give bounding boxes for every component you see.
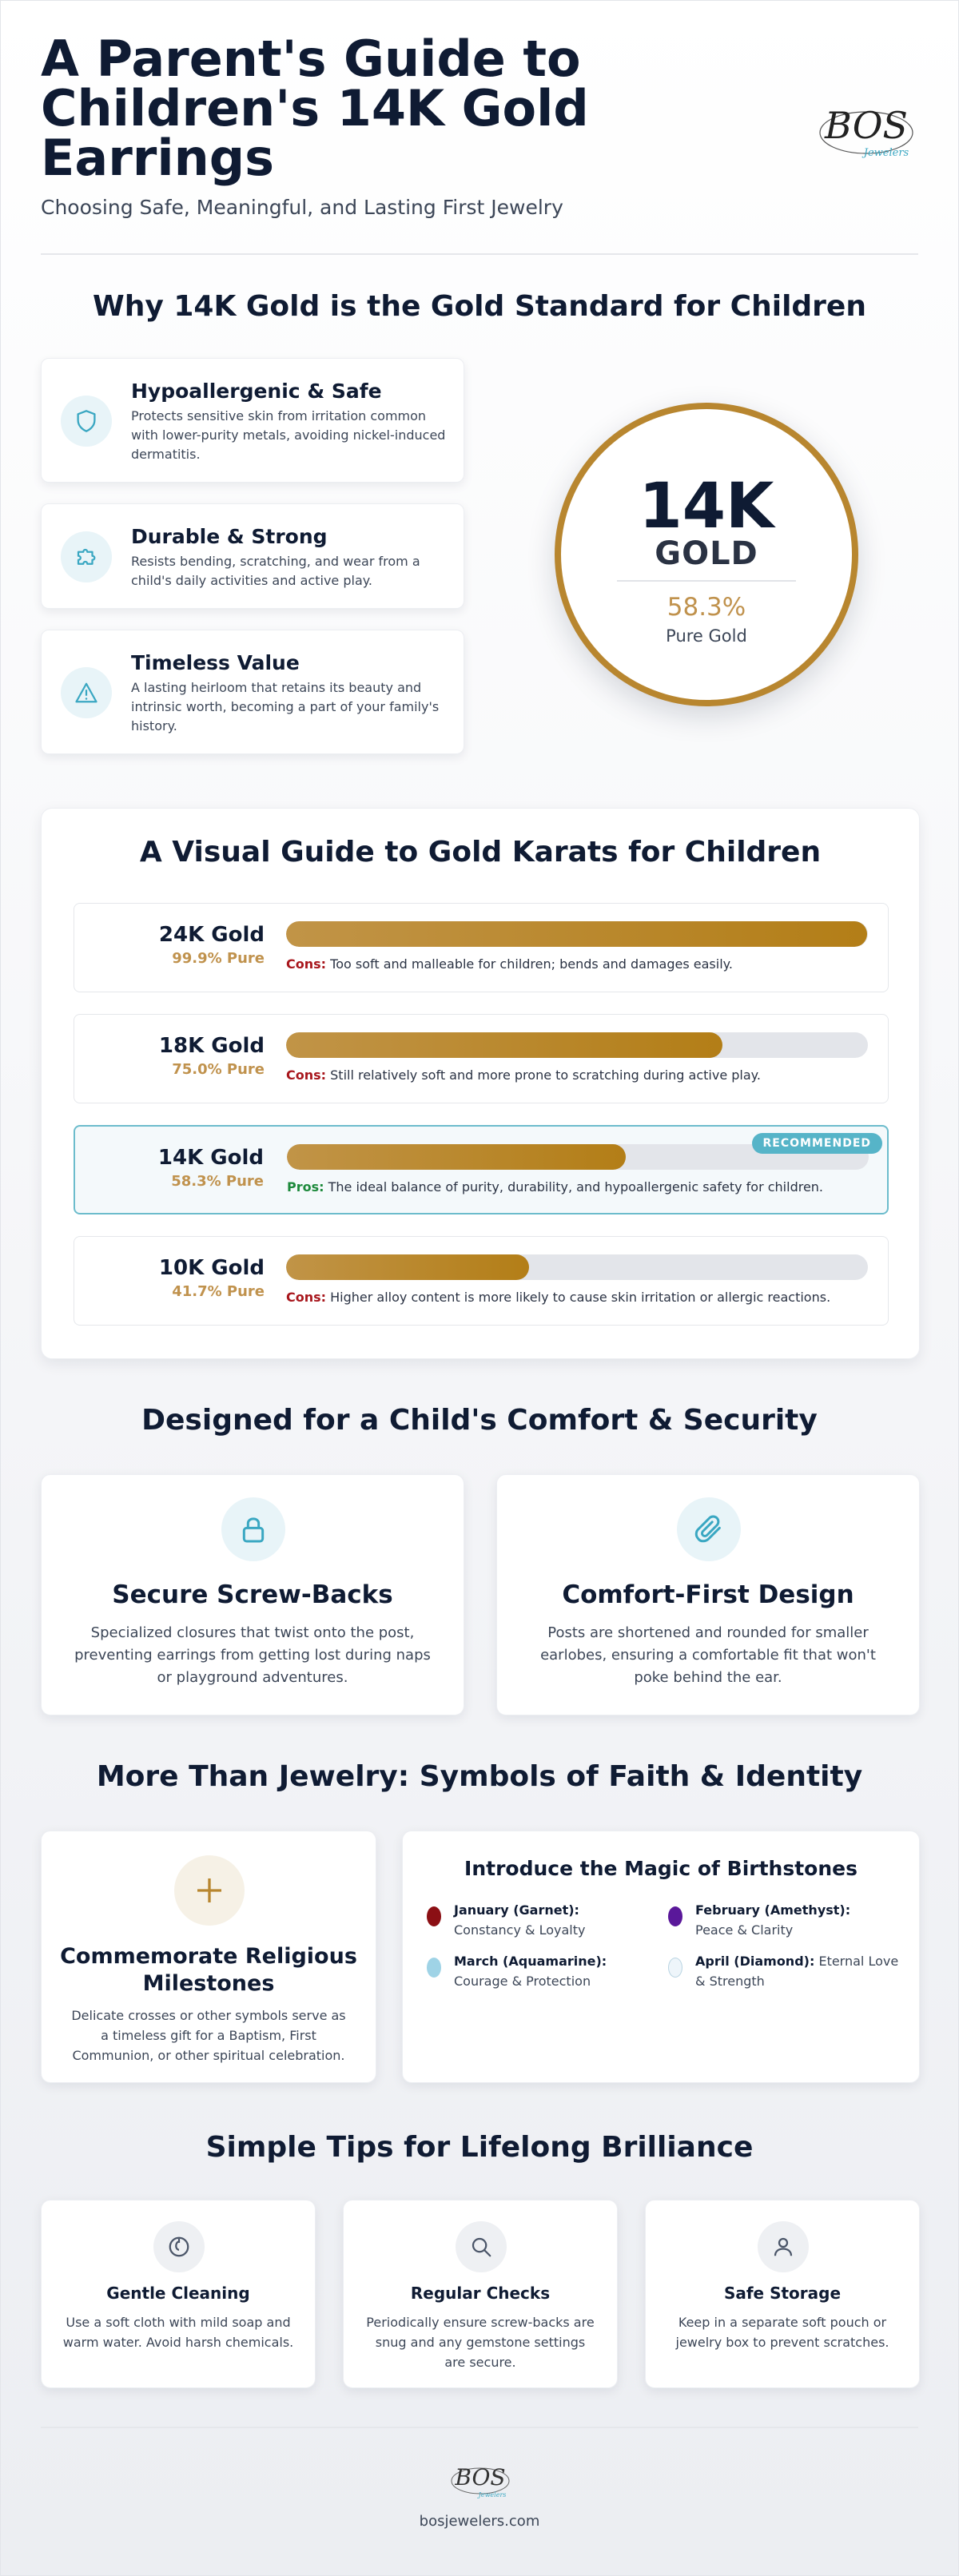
comfort-card-text: Posts are shortened and rounded for smaller earlobes, ensuring a comfortable fit that won't poke behind the ear. bbox=[540, 1624, 876, 1686]
feature-text: A lasting heirloom that retains its beauty and intrinsic worth, becoming a part of your family's history. bbox=[131, 680, 440, 733]
comfort-card-design bbox=[496, 1474, 920, 1715]
feature-title: Durable & Strong bbox=[131, 525, 328, 548]
footer-logo[interactable] bbox=[448, 2457, 513, 2502]
birthstone-meaning: Constancy & Loyalty bbox=[454, 1922, 586, 1938]
lock-icon bbox=[221, 1497, 285, 1561]
garnet-gem-icon bbox=[427, 1906, 441, 1926]
karat-guide-card bbox=[41, 808, 920, 1359]
why-section-title: Why 14K Gold is the Gold Standard for Children bbox=[93, 290, 866, 323]
footer-divider bbox=[41, 2427, 918, 2428]
header bbox=[41, 1, 918, 255]
tip-card-cleaning bbox=[41, 2200, 316, 2388]
aquamarine-gem-icon bbox=[427, 1958, 441, 1978]
birthstone-month: February (Amethyst): bbox=[695, 1902, 851, 1918]
birthstone-month: January (Garnet): bbox=[454, 1902, 579, 1918]
comfort-card-title: Secure Screw-Backs bbox=[112, 1580, 393, 1609]
note-text: Still relatively soft and more prone to scratching during active play. bbox=[330, 1067, 761, 1083]
feature-title: Timeless Value bbox=[131, 651, 300, 674]
religious-card-title: Commemorate Religious Milestones bbox=[60, 1944, 357, 1996]
bos-jewelers-logo[interactable] bbox=[814, 89, 918, 169]
badge-karat: 14K bbox=[639, 471, 774, 543]
page-subtitle: Choosing Safe, Meaningful, and Lasting First Jewelry bbox=[41, 196, 563, 219]
note-text: Higher alloy content is more likely to cause skin irritation or allergic reactions. bbox=[330, 1290, 831, 1305]
karat-guide-title: A Visual Guide to Gold Karats for Children bbox=[139, 836, 822, 869]
footer-website-link[interactable]: bosjewelers.com bbox=[419, 2513, 540, 2530]
birthstone-month: March (Aquamarine): bbox=[454, 1954, 607, 1969]
feature-card-timeless bbox=[41, 630, 464, 754]
comfort-card-screw-backs bbox=[41, 1474, 464, 1715]
religious-milestones-card bbox=[41, 1831, 376, 2083]
svg-text:Jewelers: Jewelers bbox=[478, 2491, 507, 2498]
feature-card-hypoallergenic bbox=[41, 358, 464, 483]
karat-row-24k bbox=[74, 903, 889, 992]
feature-text: Protects sensitive skin from irritation common with lower-purity metals, avoiding nickel-induced dermatitis. bbox=[131, 408, 446, 462]
feature-text: Resists bending, scratching, and wear from a child's daily activities and active play. bbox=[131, 554, 420, 588]
karat-name: 14K Gold bbox=[157, 1146, 264, 1170]
karat-name: 10K Gold bbox=[158, 1256, 265, 1280]
feature-title: Hypoallergenic & Safe bbox=[131, 380, 382, 403]
diamond-gem-icon bbox=[668, 1958, 682, 1978]
badge-percent: 58.3% bbox=[667, 593, 746, 622]
karat-name: 24K Gold bbox=[158, 923, 265, 947]
paperclip-icon bbox=[677, 1497, 741, 1561]
tip-title: Gentle Cleaning bbox=[106, 2284, 250, 2303]
tip-card-checks bbox=[343, 2200, 618, 2388]
karat-row-10k bbox=[74, 1236, 889, 1326]
karat-purity: 75.0% Pure bbox=[172, 1061, 265, 1078]
karat-note bbox=[287, 1179, 823, 1195]
comfort-section-title: Designed for a Child's Comfort & Security bbox=[141, 1404, 818, 1437]
karat-purity: 99.9% Pure bbox=[172, 950, 265, 967]
comfort-card-title: Comfort-First Design bbox=[562, 1580, 854, 1609]
karat-row-14k bbox=[74, 1125, 889, 1214]
karat-note bbox=[286, 956, 733, 972]
puzzle-icon bbox=[61, 531, 112, 582]
svg-text:BOS: BOS bbox=[825, 104, 908, 147]
birthstone-month: April (Diamond): bbox=[695, 1954, 815, 1969]
cloth-icon bbox=[153, 2221, 205, 2272]
14k-gold-badge bbox=[555, 403, 858, 706]
religious-card-text: Delicate crosses or other symbols serve as a timeless gift for a Baptism, First Communion, or other spiritual celebration. bbox=[71, 2008, 346, 2063]
purity-bar-track bbox=[286, 1254, 868, 1280]
karat-purity: 41.7% Pure bbox=[172, 1283, 265, 1300]
badge-divider bbox=[617, 580, 796, 582]
purity-bar-fill bbox=[287, 1144, 626, 1170]
tip-text: Use a soft cloth with mild soap and warm water. Avoid harsh chemicals. bbox=[62, 2315, 294, 2350]
warning-triangle-icon bbox=[61, 667, 112, 718]
birthstones-title: Introduce the Magic of Birthstones bbox=[464, 1857, 858, 1880]
comfort-card-text: Specialized closures that twist onto the post, preventing earrings from getting lost during naps or playground adventures. bbox=[74, 1624, 431, 1686]
badge-gold-label: GOLD bbox=[655, 535, 758, 572]
karat-purity: 58.3% Pure bbox=[171, 1173, 264, 1190]
purity-bar-track bbox=[286, 1032, 868, 1058]
birthstone-meaning: Eternal Love & Strength bbox=[695, 1954, 899, 1989]
note-tag: Pros: bbox=[287, 1179, 324, 1195]
feature-card-durable bbox=[41, 503, 464, 609]
purity-bar-fill bbox=[286, 1032, 722, 1058]
cross-icon bbox=[174, 1855, 245, 1926]
karat-row-18k bbox=[74, 1014, 889, 1103]
karat-note bbox=[286, 1290, 830, 1305]
purity-bar-fill bbox=[286, 1254, 529, 1280]
karat-note bbox=[286, 1067, 761, 1083]
birthstone-meaning: Peace & Clarity bbox=[695, 1922, 794, 1938]
note-tag: Cons: bbox=[286, 1067, 327, 1083]
shield-icon bbox=[61, 396, 112, 447]
purity-bar-fill bbox=[286, 921, 867, 947]
person-icon bbox=[758, 2221, 809, 2272]
tip-card-storage bbox=[645, 2200, 920, 2388]
purity-bar-track bbox=[286, 921, 868, 947]
badge-pure-label: Pure Gold bbox=[666, 626, 747, 646]
note-tag: Cons: bbox=[286, 1290, 327, 1305]
svg-text:Jewelers: Jewelers bbox=[863, 147, 909, 159]
page-title: A Parent's Guide to Children's 14K Gold Earrings bbox=[41, 30, 589, 187]
tip-text: Keep in a separate soft pouch or jewelry box to prevent scratches. bbox=[675, 2315, 889, 2350]
svg-text:BOS: BOS bbox=[455, 2464, 506, 2491]
tip-title: Safe Storage bbox=[723, 2284, 842, 2303]
birthstone-meaning: Courage & Protection bbox=[454, 1974, 591, 1989]
tips-section-title: Simple Tips for Lifelong Brilliance bbox=[205, 2131, 754, 2164]
karat-name: 18K Gold bbox=[158, 1034, 265, 1058]
birthstones-card bbox=[402, 1831, 920, 2083]
note-tag: Cons: bbox=[286, 956, 327, 972]
recommended-badge: RECOMMENDED bbox=[752, 1133, 882, 1154]
magnifier-icon bbox=[456, 2221, 507, 2272]
amethyst-gem-icon bbox=[668, 1906, 682, 1926]
faith-section-title: More Than Jewelry: Symbols of Faith & Identity bbox=[96, 1760, 863, 1793]
tip-text: Periodically ensure screw-backs are snug and any gemstone settings are secure. bbox=[366, 2315, 595, 2370]
note-text: Too soft and malleable for children; bends and damages easily. bbox=[330, 956, 733, 972]
note-text: The ideal balance of purity, durability, and hypoallergenic safety for children. bbox=[328, 1179, 824, 1195]
tip-title: Regular Checks bbox=[410, 2284, 551, 2303]
